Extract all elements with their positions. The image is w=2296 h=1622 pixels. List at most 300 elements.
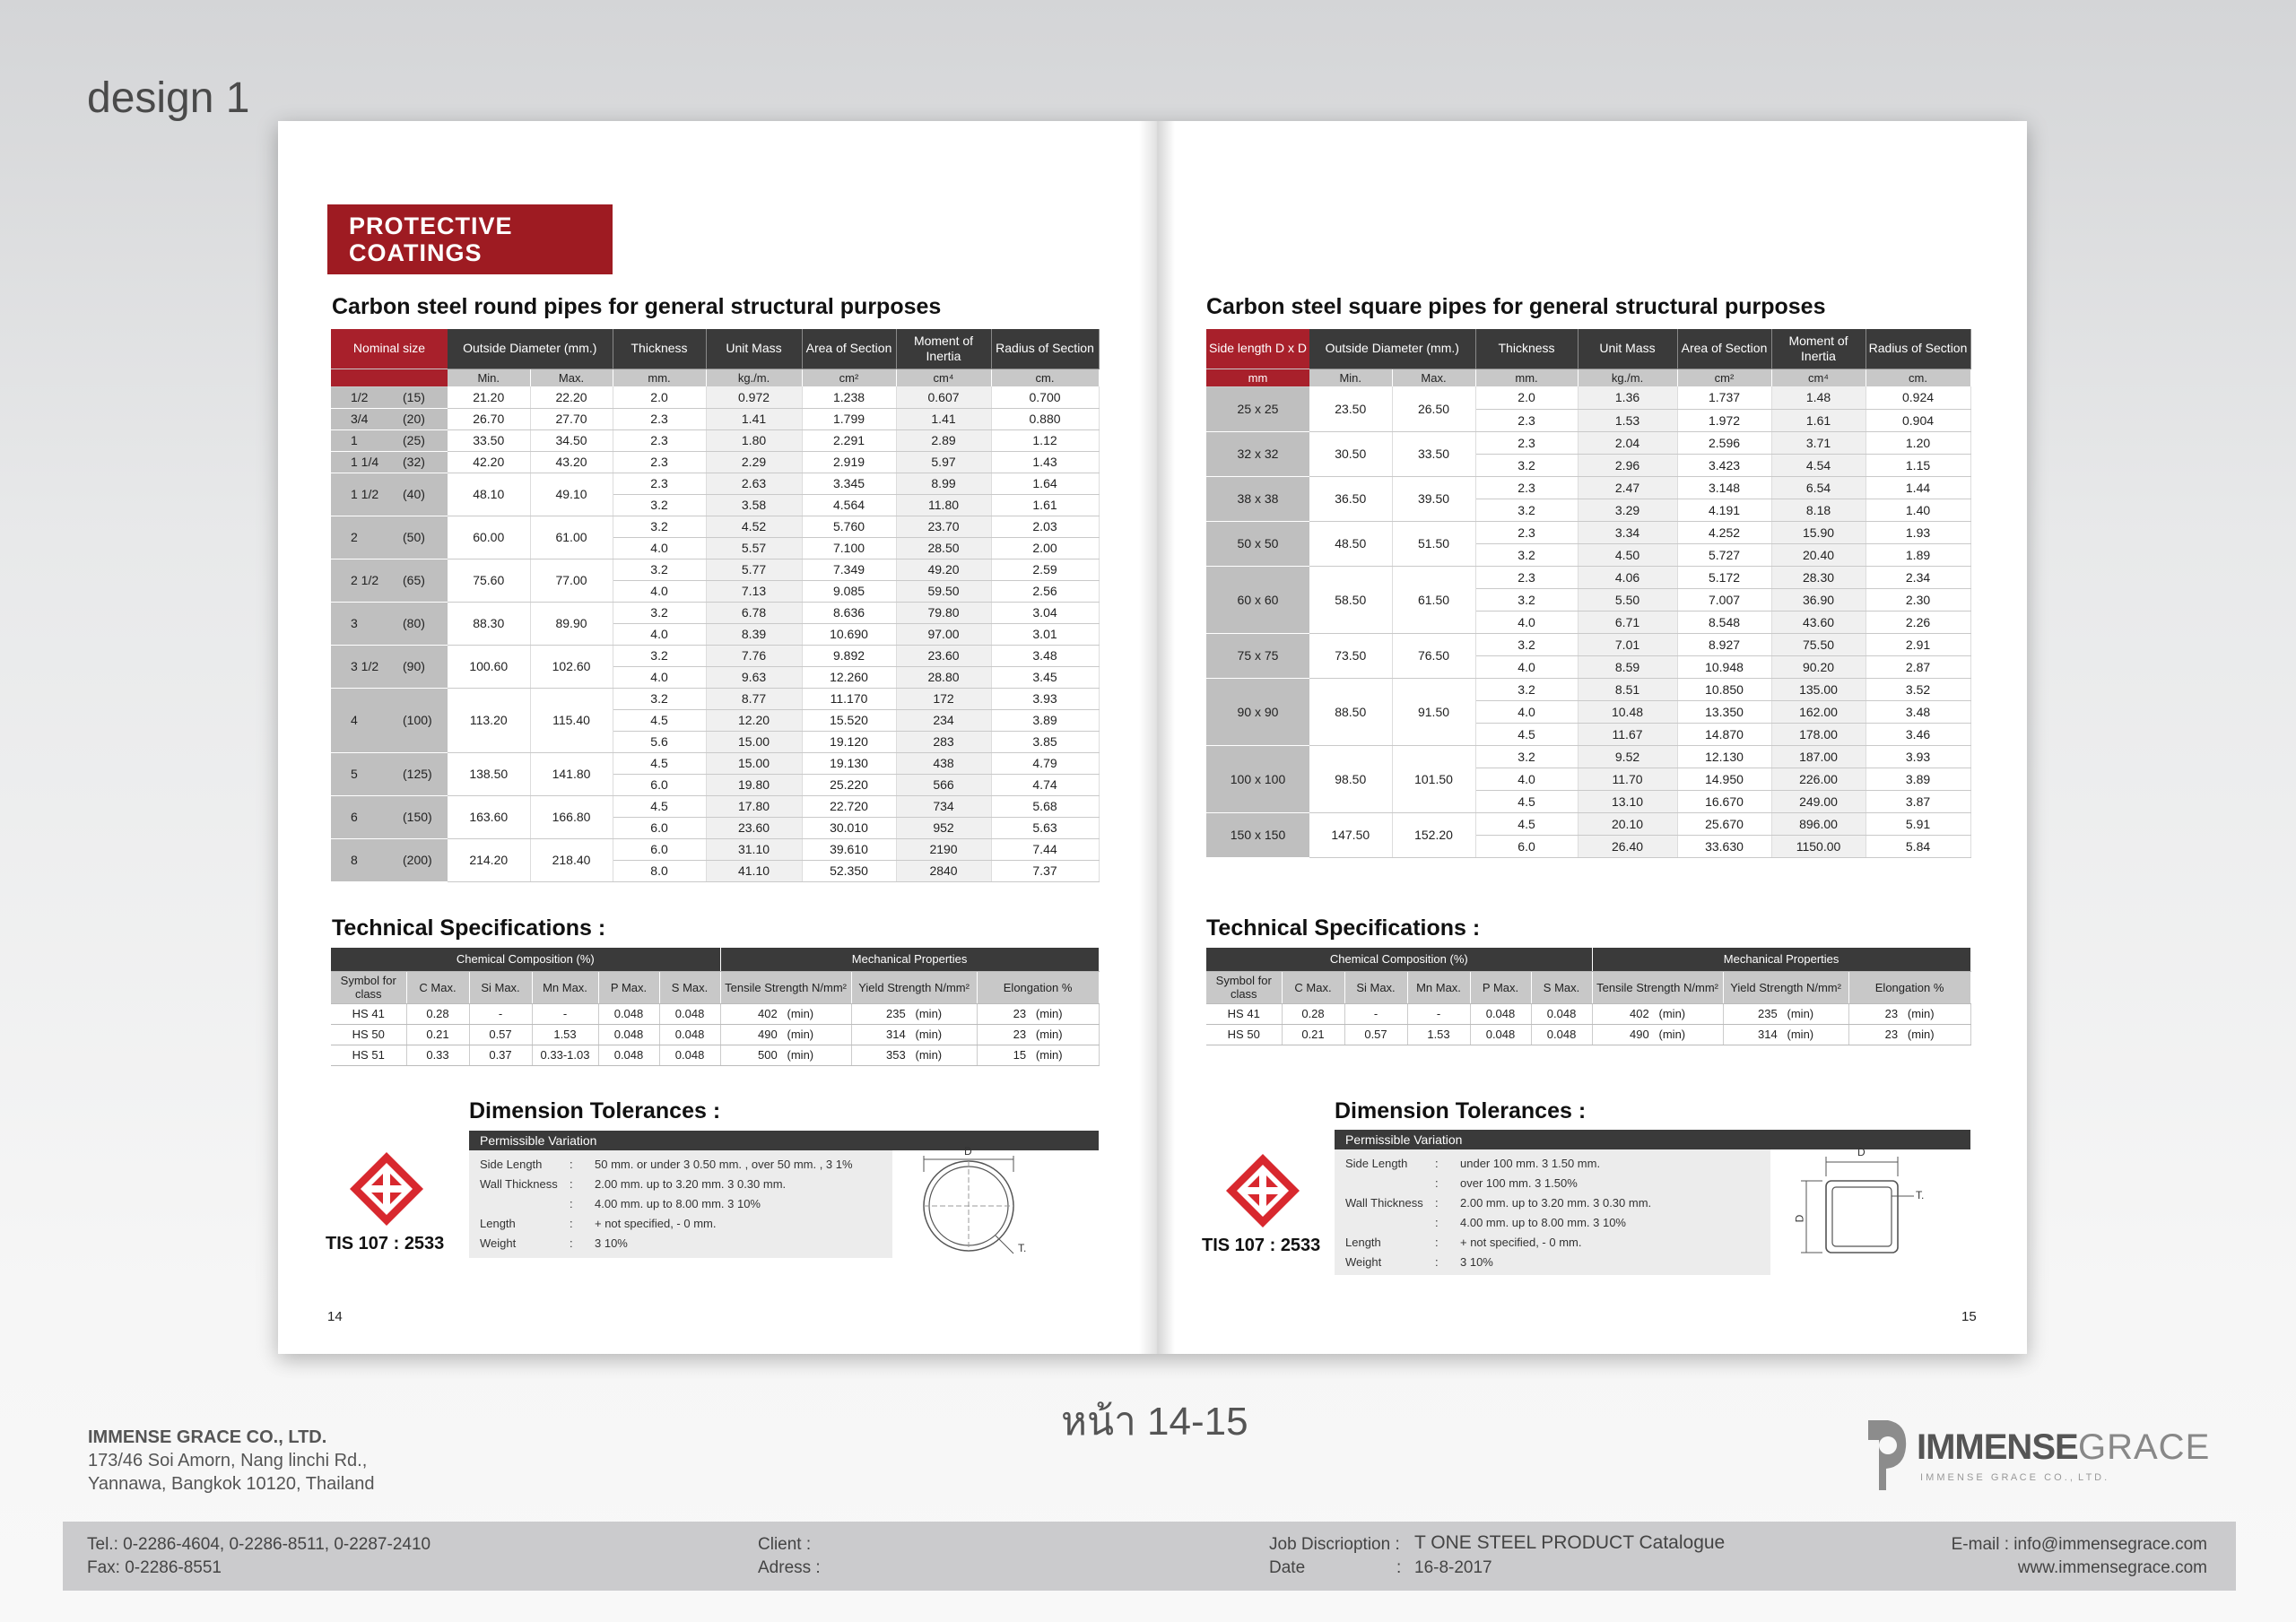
- sq-value-cell: 3.71: [1771, 431, 1866, 454]
- sq-value-cell: 12.130: [1677, 745, 1771, 768]
- sq-od-min-cell: 36.50: [1309, 476, 1392, 521]
- nominal-size-value: 1: [351, 433, 358, 447]
- tech-value-cell: 402 (min): [1592, 1003, 1723, 1024]
- pipe-value-cell: 41.10: [706, 860, 802, 881]
- pipe-value-cell: 4.79: [991, 752, 1099, 774]
- nominal-size-code: (100): [403, 713, 432, 727]
- square-pipe-diagram: [1770, 1146, 1970, 1275]
- symbol-header: Symbol for class: [331, 971, 406, 1003]
- nominal-size-code: (80): [403, 616, 425, 630]
- tol-label: Weight: [480, 1236, 517, 1250]
- pipe-value-cell: 2.56: [991, 580, 1099, 602]
- sq-value-cell: 28.30: [1771, 566, 1866, 588]
- tech-value-cell: 0.21: [406, 1024, 469, 1045]
- nominal-size-cell: [331, 602, 448, 645]
- tech-value-cell: 23 (min): [1848, 1003, 1970, 1024]
- sq-value-cell: 4.0: [1475, 768, 1578, 790]
- tol-text: 50 mm. or under 3 0.50 mm. , over 50 mm. , 3 1%: [595, 1158, 853, 1171]
- pipe-value-cell: 7.349: [802, 559, 896, 580]
- tech-value-cell: 0.33-1.03: [532, 1045, 598, 1065]
- tol-text: 2.00 mm. up to 3.20 mm. 3 0.30 mm.: [595, 1177, 787, 1191]
- tech-value-cell: -: [1344, 1003, 1407, 1024]
- pipe-value-cell: 4.52: [706, 516, 802, 537]
- sq-value-cell: 36.90: [1771, 588, 1866, 611]
- side-length-cell: 50 x 50: [1206, 521, 1309, 566]
- pipe-value-cell: 566: [896, 774, 991, 795]
- sq-value-cell: 1.61: [1771, 409, 1866, 431]
- tol-colon: :: [570, 1158, 573, 1171]
- tech-value-cell: 235 (min): [1723, 1003, 1848, 1024]
- pipe-value-cell: 10.690: [802, 623, 896, 645]
- pipe-value-cell: 7.44: [991, 838, 1099, 860]
- pipe-value-cell: 1.799: [802, 408, 896, 429]
- footer-web: www.immensegrace.com: [2017, 1558, 2207, 1577]
- sq-yield-header: Yield Strength N/mm²: [1723, 971, 1848, 1003]
- sq-permissible-variation-bar: Permissible Variation: [1335, 1130, 1970, 1149]
- sq-od-min-cell: 98.50: [1309, 745, 1392, 812]
- tol-text: + not specified, - 0 mm.: [595, 1217, 717, 1230]
- pipe-value-cell: 172: [896, 688, 991, 709]
- pipe-value-cell: 8.0: [613, 860, 706, 881]
- pipe-value-cell: 4.0: [613, 623, 706, 645]
- sq-od-max-cell: 33.50: [1392, 431, 1475, 476]
- moment-header: Moment of Inertia: [896, 329, 991, 369]
- pipe-value-cell: 5.57: [706, 537, 802, 559]
- tol-text: 2.00 mm. up to 3.20 mm. 3 0.30 mm.: [1460, 1196, 1652, 1210]
- sq-value-cell: 3.2: [1475, 499, 1578, 521]
- sq-value-cell: 249.00: [1771, 790, 1866, 812]
- pipe-value-cell: 79.80: [896, 602, 991, 623]
- tis-logo-right-icon: [1224, 1152, 1301, 1229]
- tech-value-cell: 0.28: [1282, 1003, 1344, 1024]
- footer-date-label: Date: [1269, 1558, 1306, 1577]
- pipe-value-cell: 2.919: [802, 451, 896, 473]
- sq-value-cell: 10.948: [1677, 655, 1771, 678]
- od-min-cell: 163.60: [448, 795, 530, 838]
- page-number-15: 15: [1961, 1309, 1977, 1324]
- tol-colon: :: [570, 1217, 573, 1230]
- nominal-size-cell: [331, 645, 448, 688]
- sq-value-cell: 2.596: [1677, 431, 1771, 454]
- pipe-value-cell: 19.80: [706, 774, 802, 795]
- pipe-value-cell: 11.80: [896, 494, 991, 516]
- pipe-value-cell: 3.01: [991, 623, 1099, 645]
- footer-tel: Tel.: 0-2286-4604, 0-2286-8511, 0-2287-2410: [87, 1535, 431, 1554]
- sq-cm-unit: cm.: [1866, 369, 1970, 386]
- sq-value-cell: 4.0: [1475, 611, 1578, 633]
- table-row: [331, 688, 1099, 709]
- sq-value-cell: 2.87: [1866, 655, 1970, 678]
- sq-value-cell: 4.5: [1475, 812, 1578, 835]
- sq-value-cell: 2.26: [1866, 611, 1970, 633]
- nominal-size-value: 3: [351, 616, 358, 630]
- tech-value-cell: HS 51: [331, 1045, 406, 1065]
- table-row: [1206, 386, 1970, 409]
- nominal-size-code: (25): [403, 433, 425, 447]
- pipe-value-cell: 15.00: [706, 731, 802, 752]
- sq-value-cell: 4.54: [1771, 454, 1866, 476]
- round-pipe-diagram: [892, 1145, 1099, 1258]
- sq-value-cell: 13.10: [1578, 790, 1677, 812]
- pipe-value-cell: 1.41: [896, 408, 991, 429]
- nominal-size-cell: [331, 429, 448, 451]
- pipe-value-cell: 2.3: [613, 429, 706, 451]
- pipe-value-cell: 3.2: [613, 516, 706, 537]
- pipe-value-cell: 3.89: [991, 709, 1099, 731]
- sq-value-cell: 1.93: [1866, 521, 1970, 543]
- brand-logo: [1861, 1415, 2211, 1496]
- nominal-size-code: (125): [403, 767, 432, 781]
- tol-text: + not specified, - 0 mm.: [1460, 1236, 1582, 1249]
- sq-value-cell: 14.950: [1677, 768, 1771, 790]
- permissible-variation-bar: Permissible Variation: [469, 1131, 1099, 1150]
- tech-value-cell: 235 (min): [851, 1003, 977, 1024]
- nominal-size-value: 1/2: [351, 390, 369, 404]
- pipe-value-cell: 234: [896, 709, 991, 731]
- nominal-size-cell: [331, 795, 448, 838]
- pipe-value-cell: 2.3: [613, 473, 706, 494]
- footer-client: Client :: [758, 1535, 812, 1554]
- nominal-size-cell: [331, 451, 448, 473]
- nominal-size-code: (65): [403, 573, 425, 587]
- sq-moment-header: Moment of Inertia: [1771, 329, 1866, 369]
- pipe-value-cell: 17.80: [706, 795, 802, 817]
- sq-value-cell: 0.904: [1866, 409, 1970, 431]
- c-header: C Max.: [406, 971, 469, 1003]
- tol-label: Length: [480, 1217, 516, 1230]
- square-pipe-diagram-icon: [1770, 1149, 1970, 1275]
- sq-value-cell: 2.3: [1475, 566, 1578, 588]
- pipe-value-cell: 11.170: [802, 688, 896, 709]
- tech-value-cell: 490 (min): [720, 1024, 851, 1045]
- thickness-header: Thickness: [613, 329, 706, 369]
- sq-od-max-cell: 152.20: [1392, 812, 1475, 857]
- pipe-value-cell: 4.74: [991, 774, 1099, 795]
- pipe-value-cell: 7.76: [706, 645, 802, 666]
- sq-outside-header: Outside Diameter (mm.): [1309, 329, 1475, 369]
- sq-tensile-header: Tensile Strength N/mm²: [1592, 971, 1723, 1003]
- pipe-value-cell: 5.68: [991, 795, 1099, 817]
- sq-value-cell: 2.34: [1866, 566, 1970, 588]
- sq-od-max-cell: 76.50: [1392, 633, 1475, 678]
- sq-area-header: Area of Section: [1677, 329, 1771, 369]
- sq-value-cell: 1150.00: [1771, 835, 1866, 857]
- right-tolerance-box: [1335, 1130, 1970, 1275]
- tech-value-cell: 0.21: [1282, 1024, 1344, 1045]
- sq-max-unit: Max.: [1392, 369, 1475, 386]
- protective-coatings-badge: [327, 204, 613, 274]
- sq-value-cell: 4.06: [1578, 566, 1677, 588]
- sq-value-cell: 33.630: [1677, 835, 1771, 857]
- sq-od-min-cell: 147.50: [1309, 812, 1392, 857]
- footer-job: T ONE STEEL PRODUCT Catalogue: [1414, 1532, 1726, 1553]
- sq-value-cell: 3.423: [1677, 454, 1771, 476]
- si-header: Si Max.: [469, 971, 532, 1003]
- nominal-size-code: (32): [403, 455, 425, 469]
- mm-unit: mm.: [613, 369, 706, 386]
- sq-value-cell: 6.71: [1578, 611, 1677, 633]
- sq-cm4-unit: cm⁴: [1771, 369, 1866, 386]
- round-pipes-table: [331, 329, 1100, 882]
- tol-colon: :: [570, 1197, 573, 1210]
- pipe-value-cell: 4.5: [613, 795, 706, 817]
- tech-value-cell: 402 (min): [720, 1003, 851, 1024]
- sq-value-cell: 1.48: [1771, 386, 1866, 409]
- left-tolerance-box: [469, 1131, 1099, 1258]
- sq-value-cell: 26.40: [1578, 835, 1677, 857]
- od-max-cell: 89.90: [530, 602, 613, 645]
- table-row: [331, 429, 1099, 451]
- od-min-cell: 88.30: [448, 602, 530, 645]
- pipe-value-cell: 49.20: [896, 559, 991, 580]
- table-row: [1206, 678, 1970, 700]
- footer-date: 16-8-2017: [1414, 1558, 1492, 1577]
- pipe-value-cell: 2.89: [896, 429, 991, 451]
- sq-od-max-cell: 101.50: [1392, 745, 1475, 812]
- sq-value-cell: 2.30: [1866, 588, 1970, 611]
- tol-label: Side Length: [1345, 1157, 1408, 1170]
- table-row: [331, 602, 1099, 623]
- od-min-cell: 113.20: [448, 688, 530, 752]
- table-row: [1206, 431, 1970, 454]
- pipe-value-cell: 3.2: [613, 645, 706, 666]
- page-gutter: [1139, 121, 1175, 1354]
- elongation-header: Elongation %: [977, 971, 1099, 1003]
- chem-header: Chemical Composition (%): [331, 948, 720, 971]
- nominal-size-cell: [331, 559, 448, 602]
- nominal-size-value: 4: [351, 713, 358, 727]
- tech-value-cell: 314 (min): [1723, 1024, 1848, 1045]
- pipe-value-cell: 8.636: [802, 602, 896, 623]
- design-label: design 1: [87, 74, 250, 122]
- tol-colon: :: [570, 1236, 573, 1250]
- sq-value-cell: 1.89: [1866, 543, 1970, 566]
- pipe-value-cell: 9.085: [802, 580, 896, 602]
- tol-colon: :: [1435, 1255, 1439, 1269]
- pipe-value-cell: 28.50: [896, 537, 991, 559]
- pipe-value-cell: 2840: [896, 860, 991, 881]
- sq-chem-header: Chemical Composition (%): [1206, 948, 1592, 971]
- pipe-value-cell: 59.50: [896, 580, 991, 602]
- tol-label: Length: [1345, 1236, 1381, 1249]
- nominal-size-cell: [331, 386, 448, 408]
- tech-value-cell: 0.048: [659, 1045, 720, 1065]
- pipe-value-cell: 6.0: [613, 838, 706, 860]
- page-number-14: 14: [327, 1309, 343, 1324]
- company-address-2: Yannawa, Bangkok 10120, Thailand: [88, 1474, 375, 1494]
- pipe-value-cell: 8.99: [896, 473, 991, 494]
- sq-value-cell: 1.972: [1677, 409, 1771, 431]
- od-max-cell: 166.80: [530, 795, 613, 838]
- right-tech-table: [1206, 948, 1971, 1045]
- tech-value-cell: 23 (min): [977, 1024, 1099, 1045]
- tech-value-cell: HS 41: [1206, 1003, 1282, 1024]
- pipe-value-cell: 22.720: [802, 795, 896, 817]
- cm4-unit: cm⁴: [896, 369, 991, 386]
- pipe-value-cell: 0.880: [991, 408, 1099, 429]
- od-min-cell: 75.60: [448, 559, 530, 602]
- yield-header: Yield Strength N/mm²: [851, 971, 977, 1003]
- tech-value-cell: 1.53: [532, 1024, 598, 1045]
- sq-value-cell: 14.870: [1677, 723, 1771, 745]
- nominal-size-cell: [331, 408, 448, 429]
- nominal-size-value: 2: [351, 530, 358, 544]
- footer-email: E-mail : info@immensegrace.com: [1951, 1535, 2207, 1554]
- sq-value-cell: 1.20: [1866, 431, 1970, 454]
- sq-value-cell: 4.50: [1578, 543, 1677, 566]
- pipe-value-cell: 3.2: [613, 559, 706, 580]
- pipe-value-cell: 6.0: [613, 774, 706, 795]
- table-row: [1206, 1003, 1970, 1024]
- pipe-value-cell: 2.63: [706, 473, 802, 494]
- tech-value-cell: 23 (min): [1848, 1024, 1970, 1045]
- tis-logo-icon: [348, 1150, 425, 1227]
- tol-colon: :: [570, 1177, 573, 1191]
- sq-min-unit: Min.: [1309, 369, 1392, 386]
- sq-value-cell: 3.29: [1578, 499, 1677, 521]
- nominal-size-code: (90): [403, 659, 425, 673]
- pipe-value-cell: 12.20: [706, 709, 802, 731]
- sq-value-cell: 7.01: [1578, 633, 1677, 655]
- tech-value-cell: 500 (min): [720, 1045, 851, 1065]
- pipe-value-cell: 3.2: [613, 688, 706, 709]
- tol-label: Wall Thickness: [480, 1177, 558, 1191]
- pipe-value-cell: 0.700: [991, 386, 1099, 408]
- sq-value-cell: 3.93: [1866, 745, 1970, 768]
- sq-od-min-cell: 73.50: [1309, 633, 1392, 678]
- sq-symbol-header: Symbol for class: [1206, 971, 1282, 1003]
- mn-header: Mn Max.: [532, 971, 598, 1003]
- pipe-value-cell: 5.97: [896, 451, 991, 473]
- pipe-value-cell: 283: [896, 731, 991, 752]
- od-max-cell: 141.80: [530, 752, 613, 795]
- od-max-cell: 43.20: [530, 451, 613, 473]
- od-min-cell: 214.20: [448, 838, 530, 881]
- sq-od-max-cell: 51.50: [1392, 521, 1475, 566]
- footer-job-label: Job Discrioption :: [1269, 1535, 1400, 1554]
- tol-colon: :: [1435, 1176, 1439, 1190]
- tech-value-cell: 0.048: [1531, 1003, 1592, 1024]
- sq-value-cell: 2.3: [1475, 409, 1578, 431]
- sq-value-cell: 4.191: [1677, 499, 1771, 521]
- sq-mm-unit: mm.: [1475, 369, 1578, 386]
- company-name: IMMENSE GRACE CO., LTD.: [88, 1427, 327, 1447]
- sq-value-cell: 5.727: [1677, 543, 1771, 566]
- side-length-header: Side length D x D: [1206, 329, 1309, 369]
- nominal-size-value: 8: [351, 853, 358, 867]
- pipe-value-cell: 5.6: [613, 731, 706, 752]
- min-unit: Min.: [448, 369, 530, 386]
- nominal-size-value: 6: [351, 810, 358, 824]
- sq-p-header: P Max.: [1470, 971, 1531, 1003]
- tech-value-cell: 0.048: [598, 1024, 659, 1045]
- nominal-size-code: (200): [403, 853, 432, 867]
- pipe-value-cell: 19.130: [802, 752, 896, 774]
- table-row: [331, 1045, 1099, 1065]
- pipe-value-cell: 3.04: [991, 602, 1099, 623]
- tech-value-cell: 0.048: [1531, 1024, 1592, 1045]
- od-max-cell: 115.40: [530, 688, 613, 752]
- tech-value-cell: 0.048: [659, 1003, 720, 1024]
- sq-value-cell: 8.18: [1771, 499, 1866, 521]
- sq-value-cell: 4.252: [1677, 521, 1771, 543]
- square-pipes-table: [1206, 329, 1971, 858]
- pipe-value-cell: 3.2: [613, 602, 706, 623]
- pipe-value-cell: 3.48: [991, 645, 1099, 666]
- sq-value-cell: 8.927: [1677, 633, 1771, 655]
- table-row: [1206, 566, 1970, 588]
- tensile-header: Tensile Strength N/mm²: [720, 971, 851, 1003]
- left-tis-label: TIS 107 : 2533: [326, 1234, 445, 1253]
- pipe-value-cell: 9.63: [706, 666, 802, 688]
- pipe-value-cell: 1.12: [991, 429, 1099, 451]
- sq-value-cell: 3.52: [1866, 678, 1970, 700]
- pipe-value-cell: 28.80: [896, 666, 991, 688]
- table-row: [331, 795, 1099, 817]
- pipe-value-cell: 1.61: [991, 494, 1099, 516]
- tol-text: 4.00 mm. up to 8.00 mm. 3 10%: [1460, 1216, 1626, 1229]
- cm2-unit: cm²: [802, 369, 896, 386]
- left-tech-title: Technical Specifications :: [332, 915, 606, 941]
- od-min-cell: 42.20: [448, 451, 530, 473]
- od-min-cell: 48.10: [448, 473, 530, 516]
- pipe-value-cell: 15.00: [706, 752, 802, 774]
- sq-value-cell: 5.172: [1677, 566, 1771, 588]
- pipe-value-cell: 2.0: [613, 386, 706, 408]
- sq-unit-mass-header: Unit Mass: [1578, 329, 1677, 369]
- sq-value-cell: 8.59: [1578, 655, 1677, 678]
- od-max-cell: 102.60: [530, 645, 613, 688]
- sq-value-cell: 4.0: [1475, 700, 1578, 723]
- tol-label: Wall Thickness: [1345, 1196, 1423, 1210]
- sq-value-cell: 90.20: [1771, 655, 1866, 678]
- badge-line-1: PROTECTIVE: [349, 213, 513, 239]
- table-row: [1206, 745, 1970, 768]
- diagram-d-label: D: [964, 1145, 972, 1158]
- pipe-value-cell: 0.972: [706, 386, 802, 408]
- od-max-cell: 22.20: [530, 386, 613, 408]
- nominal-size-value: 3/4: [351, 412, 369, 426]
- od-min-cell: 26.70: [448, 408, 530, 429]
- kgm-unit: kg./m.: [706, 369, 802, 386]
- tech-value-cell: 0.048: [1470, 1024, 1531, 1045]
- diagram-t-label: T.: [1018, 1242, 1027, 1254]
- table-row: [331, 473, 1099, 494]
- tol-text: over 100 mm. 3 1.50%: [1460, 1176, 1578, 1190]
- pipe-value-cell: 97.00: [896, 623, 991, 645]
- sq-value-cell: 3.89: [1866, 768, 1970, 790]
- sq-value-cell: 1.40: [1866, 499, 1970, 521]
- sq-value-cell: 5.91: [1866, 812, 1970, 835]
- sq-value-cell: 20.10: [1578, 812, 1677, 835]
- table-row: [1206, 1024, 1970, 1045]
- side-length-cell: 150 x 150: [1206, 812, 1309, 857]
- od-min-cell: 21.20: [448, 386, 530, 408]
- sq-value-cell: 5.50: [1578, 588, 1677, 611]
- od-max-cell: 218.40: [530, 838, 613, 881]
- sq-value-cell: 226.00: [1771, 768, 1866, 790]
- sq-value-cell: 3.48: [1866, 700, 1970, 723]
- nominal-size-cell: [331, 473, 448, 516]
- pipe-value-cell: 23.70: [896, 516, 991, 537]
- pipe-value-cell: 1.80: [706, 429, 802, 451]
- sq-diagram-t-label: T.: [1916, 1189, 1925, 1201]
- nominal-size-code: (15): [403, 390, 425, 404]
- sq-value-cell: 2.3: [1475, 431, 1578, 454]
- sq-value-cell: 11.70: [1578, 768, 1677, 790]
- tech-value-cell: 0.048: [598, 1003, 659, 1024]
- pipe-value-cell: 1.43: [991, 451, 1099, 473]
